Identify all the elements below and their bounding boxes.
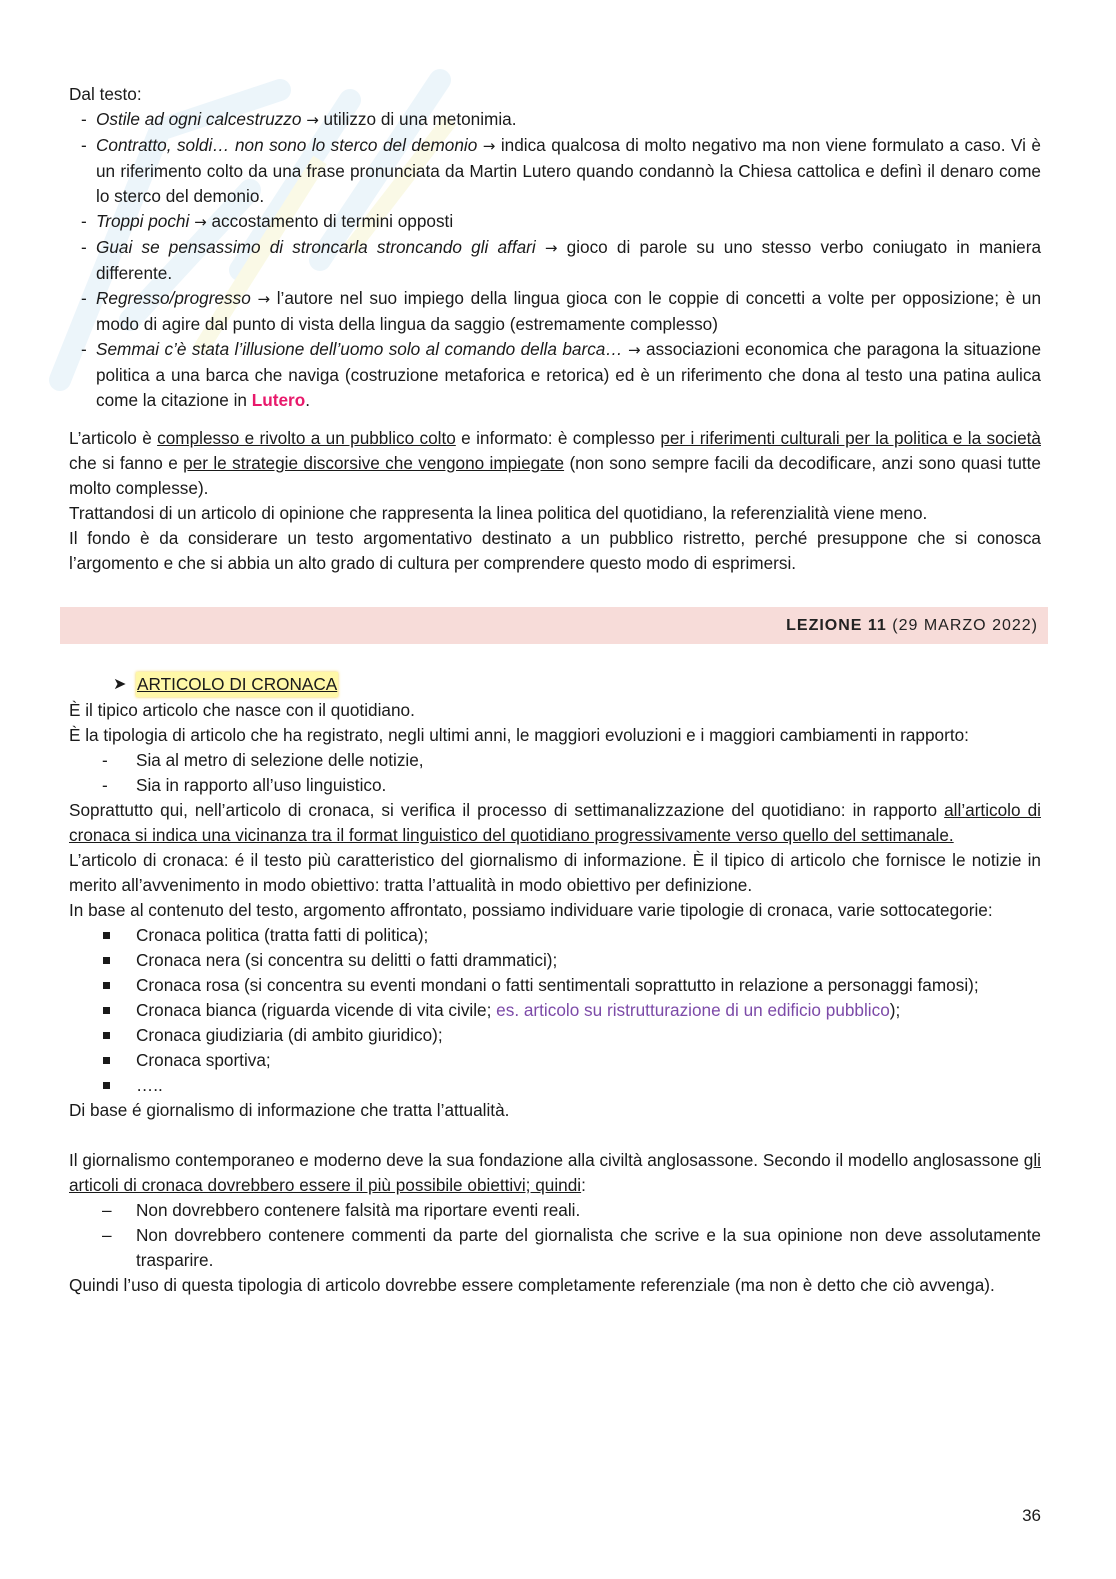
list-item: - Contratto, soldi… non sono lo sterco del demonio → indica qualcosa di molto negativo ma non viene formulato a caso. Vi è un riferimento colto da una frase pronunciata da Martin Lutero quando condannò la Chiesa cattolica e definì il denaro come lo sterco del demonio. xyxy=(81,135,1041,206)
list-item: Cronaca giudiziaria (di ambito giuridico); xyxy=(69,1023,1041,1048)
square-bullet-icon xyxy=(103,1007,110,1014)
arrow-right-icon: → xyxy=(544,239,558,257)
arrow-right-icon: → xyxy=(482,137,496,155)
list-item: - Semmai c’è stata l’illusione dell’uomo solo al comando della barca… → associazioni economica che paragona la situazione politica a una barca che naviga (costruzione metaforica e retorica) ed è un riferimento che dona al testo una patina aulica come la citazione in Lutero. xyxy=(81,339,1041,410)
section-paragraph: Il giornalismo contemporaneo e moderno deve la sua fondazione alla civiltà anglosassone. Secondo il modello anglosassone gli articoli di cronaca dovrebbero essere il più possibile obiettivi; quindi: xyxy=(69,1150,1041,1195)
square-bullet-icon xyxy=(103,1057,110,1064)
list-item: Cronaca rosa (si concentra su eventi mondani o fatti sentimentali soprattutto in relazione a personaggi famosi); xyxy=(69,973,1041,998)
intro-label: Dal testo: xyxy=(69,84,142,104)
examples-list xyxy=(69,107,1041,413)
list-item: - Ostile ad ogni calcestruzzo → utilizzo di una metonimia. xyxy=(81,109,517,129)
section-paragraph: Quindi l’uso di questa tipologia di articolo dovrebbe essere completamente referenziale (ma non è detto che ciò avvenga). xyxy=(69,1275,995,1295)
section-heading xyxy=(69,672,1041,698)
analysis-paragraph: L’articolo è complesso e rivolto a un pubblico colto e informato: è complesso per i riferimenti culturali per la politica e la società che si fanno e per le strategie discorsive che vengono impiegate (non sono sempre facili da decodificare, anzi sono quasi tutte molto complesse). xyxy=(69,428,1041,498)
square-bullet-icon xyxy=(103,1032,110,1039)
lesson-label: LEZIONE 11 xyxy=(786,617,887,634)
analysis-paragraph: Il fondo è da considerare un testo argomentativo destinato a un pubblico ristretto, perché presuppone che si conosca l’argomento e che si abbia un alto grado di cultura per comprendere questo modo di esprimersi. xyxy=(69,528,1041,573)
rapporto-list xyxy=(69,748,1041,798)
section-paragraph: Soprattutto qui, nell’articolo di cronaca, si verifica il processo di settimanalizzazione del quotidiano: in rapporto all’articolo di cronaca si indica una vicinanza tra il format linguistico del quotidiano progressivamente verso quello del settimanale. xyxy=(69,800,1041,845)
example-note: es. articolo su ristrutturazione di un edificio pubblico xyxy=(496,1000,890,1020)
lutero-highlight: Lutero xyxy=(251,390,306,410)
section-paragraph: È il tipico articolo che nasce con il quotidiano. xyxy=(69,700,415,720)
page-number: 36 xyxy=(1022,1506,1041,1525)
square-bullet-icon xyxy=(103,957,110,964)
list-item: Cronaca politica (tratta fatti di politica); xyxy=(69,923,1041,948)
list-item: – Non dovrebbero contenere falsità ma riportare eventi reali. xyxy=(102,1200,581,1220)
square-bullet-icon xyxy=(103,982,110,989)
list-item: Cronaca bianca (riguarda vicende di vita civile; es. articolo su ristrutturazione di un edificio pubblico); xyxy=(69,998,1041,1023)
list-item: - Troppi pochi → accostamento di termini opposti xyxy=(81,211,454,231)
arrow-right-icon: → xyxy=(194,213,207,231)
arrow-right-icon: → xyxy=(306,111,319,129)
section-paragraph: In base al contenuto del testo, argomento affrontato, possiamo individuare varie tipologie di cronaca, varie sottocategorie: xyxy=(69,900,993,920)
lesson-header xyxy=(60,607,1048,644)
list-item: ….. xyxy=(69,1073,1041,1098)
section-paragraph: L’articolo di cronaca: é il testo più caratteristico del giornalismo di informazione. È il tipico di articolo che fornisce le notizie in merito all’avvenimento in modo obiettivo: tratta l’attualità in modo obiettivo per definizione. xyxy=(69,850,1041,895)
analysis-paragraph: Trattandosi di un articolo di opinione che rappresenta la linea politica del quotidiano, la referenzialità viene meno. xyxy=(69,503,928,523)
list-item: - Guai se pensassimo di stroncarla stroncando gli affari → gioco di parole su uno stesso verbo coniugato in maniera differente. xyxy=(81,237,1042,283)
list-item: - Sia al metro di selezione delle notizie, xyxy=(102,750,424,770)
arrow-right-icon: → xyxy=(627,341,641,359)
list-item: - Sia in rapporto all’uso linguistico. xyxy=(102,775,387,795)
list-item: – Non dovrebbero contenere commenti da parte del giornalista che scrive e la sua opinione non deve assolutamente trasparire. xyxy=(102,1225,1041,1270)
square-bullet-icon xyxy=(103,1082,110,1089)
lesson-date: (29 MARZO 2022) xyxy=(892,617,1038,634)
list-item: Cronaca nera (si concentra su delitti o fatti drammatici); xyxy=(69,948,1041,973)
list-item: - Regresso/progresso → l’autore nel suo impiego della lingua gioca con le coppie di concetti a volte per opposizione; è un modo di agire dal punto di vista della lingua da saggio (estremamente complesso) xyxy=(81,288,1042,334)
page-content xyxy=(69,82,1041,1298)
section-title: ARTICOLO DI CRONACA xyxy=(136,672,338,697)
list-item: Cronaca sportiva; xyxy=(69,1048,1041,1073)
arrow-right-icon: → xyxy=(257,290,271,308)
section-paragraph: Di base é giornalismo di informazione che tratta l’attualità. xyxy=(69,1100,510,1120)
section-paragraph: È la tipologia di articolo che ha registrato, negli ultimi anni, le maggiori evoluzioni e i maggiori cambiamenti in rapporto: xyxy=(69,725,969,745)
arrowhead-bullet-icon: ➤ xyxy=(113,676,127,693)
cronaca-types-list xyxy=(69,923,1041,1098)
square-bullet-icon xyxy=(103,932,110,939)
obiettivi-list xyxy=(69,1198,1041,1273)
